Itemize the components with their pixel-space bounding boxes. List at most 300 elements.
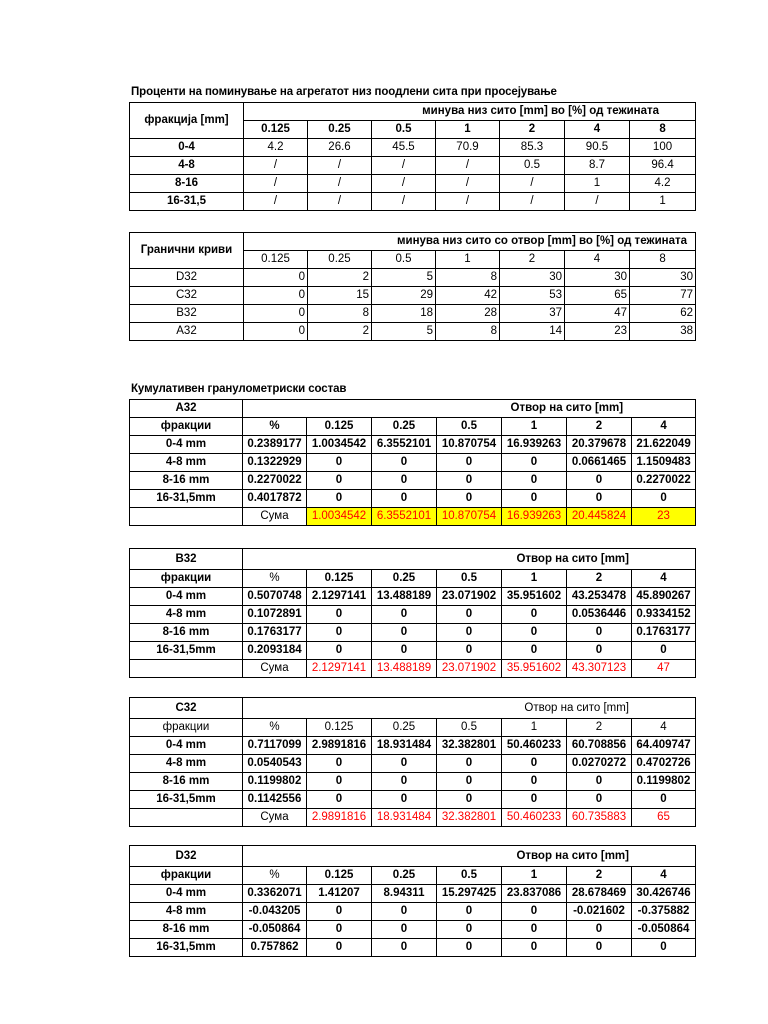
cell: 0.5 — [500, 157, 565, 175]
sieve-header: 2 — [500, 121, 565, 139]
sieve-header: 4 — [632, 418, 696, 436]
cell: 0 — [502, 454, 567, 472]
cell: 2.9891816 — [307, 737, 372, 755]
cell: 70.9 — [436, 139, 500, 157]
table-row — [130, 490, 696, 508]
sum-cell: 23 — [632, 508, 696, 526]
sieve-header: 0.5 — [437, 418, 502, 436]
table-row — [130, 791, 696, 809]
block-group-header: Отвор на сито [mm] — [243, 549, 696, 570]
passing-table — [129, 102, 696, 211]
table-row — [130, 269, 696, 287]
cell: 53 — [500, 287, 565, 305]
table-row — [130, 885, 696, 903]
percent-label: % — [243, 867, 307, 885]
cell: 0 — [372, 755, 437, 773]
cell: 1.41207 — [307, 885, 372, 903]
sieve-header: 1 — [502, 867, 567, 885]
cell: 0 — [437, 791, 502, 809]
pct-cell: 0.2270022 — [243, 472, 307, 490]
sieve-header: 2 — [567, 570, 632, 588]
table-row — [130, 903, 696, 921]
sum-cell: 6.3552101 — [372, 508, 437, 526]
sum-cell: 13.488189 — [372, 660, 437, 678]
sieve-header: 8 — [630, 121, 696, 139]
cell: 2 — [308, 323, 372, 341]
cell: 0 — [372, 472, 437, 490]
table-row — [130, 436, 696, 454]
cell: 0 — [437, 624, 502, 642]
sieve-header: 4 — [632, 570, 696, 588]
cell: 30 — [630, 269, 696, 287]
sieve-header: 0.125 — [307, 418, 372, 436]
cell: 15 — [308, 287, 372, 305]
table-row — [130, 454, 696, 472]
sieve-header: 0.125 — [307, 719, 372, 737]
block-name: B32 — [130, 549, 243, 570]
row-label: A32 — [130, 323, 244, 341]
empty-cell — [130, 809, 243, 827]
cell: 0 — [567, 490, 632, 508]
sum-label: Сума — [243, 809, 307, 827]
cell: 0 — [437, 490, 502, 508]
sieve-header: 0.25 — [372, 719, 437, 737]
cell: 0 — [244, 305, 308, 323]
cell: / — [436, 157, 500, 175]
cell: / — [308, 157, 372, 175]
cell: 0.1763177 — [632, 624, 696, 642]
cell: 1 — [630, 193, 696, 211]
fractions-label: фракции — [130, 867, 243, 885]
sieve-header: 4 — [565, 121, 630, 139]
table-row — [130, 175, 696, 193]
sum-cell: 32.382801 — [437, 809, 502, 827]
cell: 13.488189 — [372, 588, 437, 606]
cell: 18.931484 — [372, 737, 437, 755]
cell: 23.837086 — [502, 885, 567, 903]
cell: / — [372, 157, 436, 175]
row-label: 16-31,5mm — [130, 642, 243, 660]
cell: 0 — [372, 773, 437, 791]
row-label: 0-4 mm — [130, 588, 243, 606]
pct-cell: 0.757862 — [243, 939, 307, 957]
cell: 0 — [437, 755, 502, 773]
sieve-header: 0.25 — [308, 121, 372, 139]
pct-cell: 0.7117099 — [243, 737, 307, 755]
sieve-header: 0.25 — [308, 251, 372, 269]
cell: / — [372, 193, 436, 211]
cell: 1 — [565, 175, 630, 193]
sum-row — [130, 809, 696, 827]
table-row — [130, 642, 696, 660]
cell: 0 — [632, 791, 696, 809]
row-label: 4-8 — [130, 157, 244, 175]
cell: 0 — [437, 642, 502, 660]
sieve-header: 0.25 — [372, 867, 437, 885]
cell: 4.2 — [630, 175, 696, 193]
cell: 0 — [502, 642, 567, 660]
sieve-header: 2 — [567, 418, 632, 436]
cell: 30.426746 — [632, 885, 696, 903]
sieve-header: 4 — [632, 719, 696, 737]
sum-cell: 60.735883 — [567, 809, 632, 827]
cell: 8 — [436, 269, 500, 287]
sieve-header: 0.125 — [307, 570, 372, 588]
cell: 50.460233 — [502, 737, 567, 755]
cell: 30 — [565, 269, 630, 287]
sum-cell: 35.951602 — [502, 660, 567, 678]
sieve-header: 0.125 — [244, 121, 308, 139]
cell: / — [372, 175, 436, 193]
block-group-header: Отвор на сито [mm] — [243, 698, 696, 719]
cell: 0 — [437, 606, 502, 624]
fractions-label: фракции — [130, 418, 243, 436]
pct-cell: 0.1322929 — [243, 454, 307, 472]
cell: 2.1297141 — [307, 588, 372, 606]
sieve-header: 1 — [436, 251, 500, 269]
sieve-header: 0.125 — [244, 251, 308, 269]
limit-curves-table — [129, 232, 696, 341]
pct-cell: 0.2389177 — [243, 436, 307, 454]
cell: 5 — [372, 323, 436, 341]
cell: 64.409747 — [632, 737, 696, 755]
cell: 4.2 — [244, 139, 308, 157]
cell: / — [244, 193, 308, 211]
row-label: 16-31,5mm — [130, 791, 243, 809]
sum-cell: 50.460233 — [502, 809, 567, 827]
cell: 90.5 — [565, 139, 630, 157]
cell: 0 — [632, 642, 696, 660]
cell: / — [308, 175, 372, 193]
row-label: 0-4 mm — [130, 885, 243, 903]
cell: 35.951602 — [502, 588, 567, 606]
cell: 0 — [567, 642, 632, 660]
sieve-header: 2 — [567, 719, 632, 737]
block-group-header: Отвор на сито [mm] — [243, 846, 696, 867]
cell: 15.297425 — [437, 885, 502, 903]
table-row — [130, 606, 696, 624]
table-row — [130, 939, 696, 957]
table-row — [130, 287, 696, 305]
cell: 0 — [502, 939, 567, 957]
cell: 20.379678 — [567, 436, 632, 454]
cell: 14 — [500, 323, 565, 341]
table-row — [130, 193, 696, 211]
block-d32-table — [129, 845, 696, 957]
sieve-header: 8 — [630, 251, 696, 269]
sum-cell: 10.870754 — [437, 508, 502, 526]
cell: / — [436, 175, 500, 193]
fractions-label: фракции — [130, 570, 243, 588]
passing-group-header: минува низ сито [mm] во [%] од тежината — [244, 103, 696, 121]
cell: 62 — [630, 305, 696, 323]
cell: / — [244, 175, 308, 193]
sum-row — [130, 508, 696, 526]
empty-cell — [130, 660, 243, 678]
cell: 30 — [500, 269, 565, 287]
percent-label: % — [243, 570, 307, 588]
cell: 85.3 — [500, 139, 565, 157]
cell: 8 — [436, 323, 500, 341]
block-group-header: Отвор на сито [mm] — [243, 400, 696, 418]
cell: 0 — [502, 624, 567, 642]
block-name: C32 — [130, 698, 243, 719]
pct-cell: 0.5070748 — [243, 588, 307, 606]
cell: 0 — [307, 642, 372, 660]
cell: 1.1509483 — [632, 454, 696, 472]
table-row — [130, 921, 696, 939]
cell: 38 — [630, 323, 696, 341]
cell: 45.890267 — [632, 588, 696, 606]
sieve-header: 0.25 — [372, 418, 437, 436]
cell: 0 — [502, 773, 567, 791]
sum-cell: 2.1297141 — [307, 660, 372, 678]
cell: 26.6 — [308, 139, 372, 157]
cell: 0 — [307, 490, 372, 508]
cell: 0 — [502, 490, 567, 508]
table-row — [130, 472, 696, 490]
cell: 6.3552101 — [372, 436, 437, 454]
cell: 0 — [632, 939, 696, 957]
cell: 0 — [307, 624, 372, 642]
cell: 37 — [500, 305, 565, 323]
block-a32-table — [129, 399, 696, 526]
sieve-header: 1 — [502, 418, 567, 436]
cell: 0 — [437, 903, 502, 921]
cell: 29 — [372, 287, 436, 305]
cell: 0 — [372, 903, 437, 921]
table1-title: Проценти на поминување на агрегатот низ поодлени сита при просејување — [131, 86, 557, 98]
cell: 0 — [372, 624, 437, 642]
cell: 60.708856 — [567, 737, 632, 755]
cell: -0.375882 — [632, 903, 696, 921]
cell: 0 — [437, 472, 502, 490]
cell: 0 — [372, 939, 437, 957]
cell: 0.0536446 — [567, 606, 632, 624]
cell: 0 — [244, 323, 308, 341]
row-label: 4-8 mm — [130, 903, 243, 921]
cell: 8.7 — [565, 157, 630, 175]
cell: 0 — [307, 773, 372, 791]
sum-cell: 18.931484 — [372, 809, 437, 827]
cell: 0 — [307, 755, 372, 773]
sieve-header: 2 — [567, 867, 632, 885]
cell: 77 — [630, 287, 696, 305]
cell: 23 — [565, 323, 630, 341]
table-row — [130, 588, 696, 606]
sum-label: Сума — [243, 660, 307, 678]
row-label: C32 — [130, 287, 244, 305]
sum-cell: 47 — [632, 660, 696, 678]
sum-cell: 65 — [632, 809, 696, 827]
cell: 2 — [308, 269, 372, 287]
pct-cell: 0.1199802 — [243, 773, 307, 791]
cell: 0.1199802 — [632, 773, 696, 791]
block-name: A32 — [130, 400, 243, 418]
cell: 43.253478 — [567, 588, 632, 606]
row-label: B32 — [130, 305, 244, 323]
cell: 16.939263 — [502, 436, 567, 454]
cell: 0 — [502, 472, 567, 490]
row-label: 0-4 — [130, 139, 244, 157]
cell: / — [500, 193, 565, 211]
table-row — [130, 305, 696, 323]
cell: 0 — [567, 921, 632, 939]
cell: 0 — [372, 791, 437, 809]
cell: 0 — [372, 921, 437, 939]
pct-cell: 0.2093184 — [243, 642, 307, 660]
cell: 0 — [502, 921, 567, 939]
sum-cell: 1.0034542 — [307, 508, 372, 526]
cell: 45.5 — [372, 139, 436, 157]
cell: 0.0270272 — [567, 755, 632, 773]
pct-cell: 0.1763177 — [243, 624, 307, 642]
row-label: 0-4 mm — [130, 436, 243, 454]
cell: / — [308, 193, 372, 211]
cell: 0 — [437, 921, 502, 939]
table-row — [130, 773, 696, 791]
row-label: 0-4 mm — [130, 737, 243, 755]
row-label: 8-16 mm — [130, 472, 243, 490]
cell: 32.382801 — [437, 737, 502, 755]
cell: 0 — [307, 921, 372, 939]
cell: 0.2270022 — [632, 472, 696, 490]
cell: 0 — [502, 791, 567, 809]
sieve-header: 0.5 — [437, 867, 502, 885]
cell: 18 — [372, 305, 436, 323]
table-row — [130, 737, 696, 755]
table-row — [130, 323, 696, 341]
cell: 0 — [372, 606, 437, 624]
cell: 8.94311 — [372, 885, 437, 903]
limit-group-header: минува низ сито со отвор [mm] во [%] од тежината — [244, 233, 696, 251]
sieve-header: 4 — [565, 251, 630, 269]
cell: 0 — [567, 939, 632, 957]
block-name: D32 — [130, 846, 243, 867]
sieve-header: 1 — [436, 121, 500, 139]
cell: 0 — [307, 791, 372, 809]
row-label: 8-16 — [130, 175, 244, 193]
cell: 42 — [436, 287, 500, 305]
sum-cell: 43.307123 — [567, 660, 632, 678]
cumulative-title: Кумулативен гранулометриски состав — [131, 383, 347, 395]
cell: 10.870754 — [437, 436, 502, 454]
cell: / — [244, 157, 308, 175]
cell: 47 — [565, 305, 630, 323]
cell: / — [565, 193, 630, 211]
cell: 100 — [630, 139, 696, 157]
sum-cell: 16.939263 — [502, 508, 567, 526]
cell: / — [436, 193, 500, 211]
sum-cell: 20.445824 — [567, 508, 632, 526]
row-label: 16-31,5mm — [130, 490, 243, 508]
sieve-header: 0.25 — [372, 570, 437, 588]
cell: 0 — [372, 490, 437, 508]
cell: 96.4 — [630, 157, 696, 175]
row-label: 16-31,5 — [130, 193, 244, 211]
sum-row — [130, 660, 696, 678]
row-label: 8-16 mm — [130, 773, 243, 791]
cell: 0 — [244, 269, 308, 287]
cell: 0.9334152 — [632, 606, 696, 624]
row-label: D32 — [130, 269, 244, 287]
cell: 0 — [567, 773, 632, 791]
pct-cell: 0.4017872 — [243, 490, 307, 508]
cell: 28.678469 — [567, 885, 632, 903]
empty-cell — [130, 508, 243, 526]
cell: 21.622049 — [632, 436, 696, 454]
cell: 0 — [244, 287, 308, 305]
cell: 0 — [437, 773, 502, 791]
sieve-header: 2 — [500, 251, 565, 269]
sieve-header: 0.125 — [307, 867, 372, 885]
cell: 0.4702726 — [632, 755, 696, 773]
cell: 0 — [567, 624, 632, 642]
cell: 0 — [307, 903, 372, 921]
cell: 0.0661465 — [567, 454, 632, 472]
cell: 0 — [437, 939, 502, 957]
cell: 0 — [307, 472, 372, 490]
percent-label: % — [243, 719, 307, 737]
cell: -0.050864 — [632, 921, 696, 939]
cell: 8 — [308, 305, 372, 323]
cell: 0 — [437, 454, 502, 472]
pct-cell: 0.1072891 — [243, 606, 307, 624]
table-row — [130, 139, 696, 157]
cell: 0 — [307, 606, 372, 624]
pct-cell: 0.0540543 — [243, 755, 307, 773]
sieve-header: 4 — [632, 867, 696, 885]
sieve-header: 1 — [502, 719, 567, 737]
cell: / — [500, 175, 565, 193]
row-label: 4-8 mm — [130, 755, 243, 773]
fractions-label: фракции — [130, 719, 243, 737]
pct-cell: -0.043205 — [243, 903, 307, 921]
cell: 0 — [502, 606, 567, 624]
row-label: 8-16 mm — [130, 624, 243, 642]
pct-cell: 0.3362071 — [243, 885, 307, 903]
sieve-header: 0.5 — [437, 570, 502, 588]
cell: 0 — [307, 939, 372, 957]
cell: 0 — [307, 454, 372, 472]
cell: 0 — [372, 454, 437, 472]
sieve-header: 0.5 — [437, 719, 502, 737]
cell: -0.021602 — [567, 903, 632, 921]
cell: 5 — [372, 269, 436, 287]
sieve-header: 0.5 — [372, 121, 436, 139]
cell: 0 — [567, 791, 632, 809]
cell: 28 — [436, 305, 500, 323]
sum-cell: 2.9891816 — [307, 809, 372, 827]
cell: 23.071902 — [437, 588, 502, 606]
sum-cell: 23.071902 — [437, 660, 502, 678]
sum-label: Сума — [243, 508, 307, 526]
cell: 65 — [565, 287, 630, 305]
table-row — [130, 624, 696, 642]
pct-cell: -0.050864 — [243, 921, 307, 939]
cell: 1.0034542 — [307, 436, 372, 454]
row-label: 4-8 mm — [130, 454, 243, 472]
block-c32-table — [129, 697, 696, 827]
row-label: 4-8 mm — [130, 606, 243, 624]
sieve-header: 1 — [502, 570, 567, 588]
sieve-header: 0.5 — [372, 251, 436, 269]
table-row — [130, 755, 696, 773]
fraction-header: фракција [mm] — [130, 103, 244, 139]
row-label: 8-16 mm — [130, 921, 243, 939]
table-row — [130, 157, 696, 175]
cell: 0 — [567, 472, 632, 490]
